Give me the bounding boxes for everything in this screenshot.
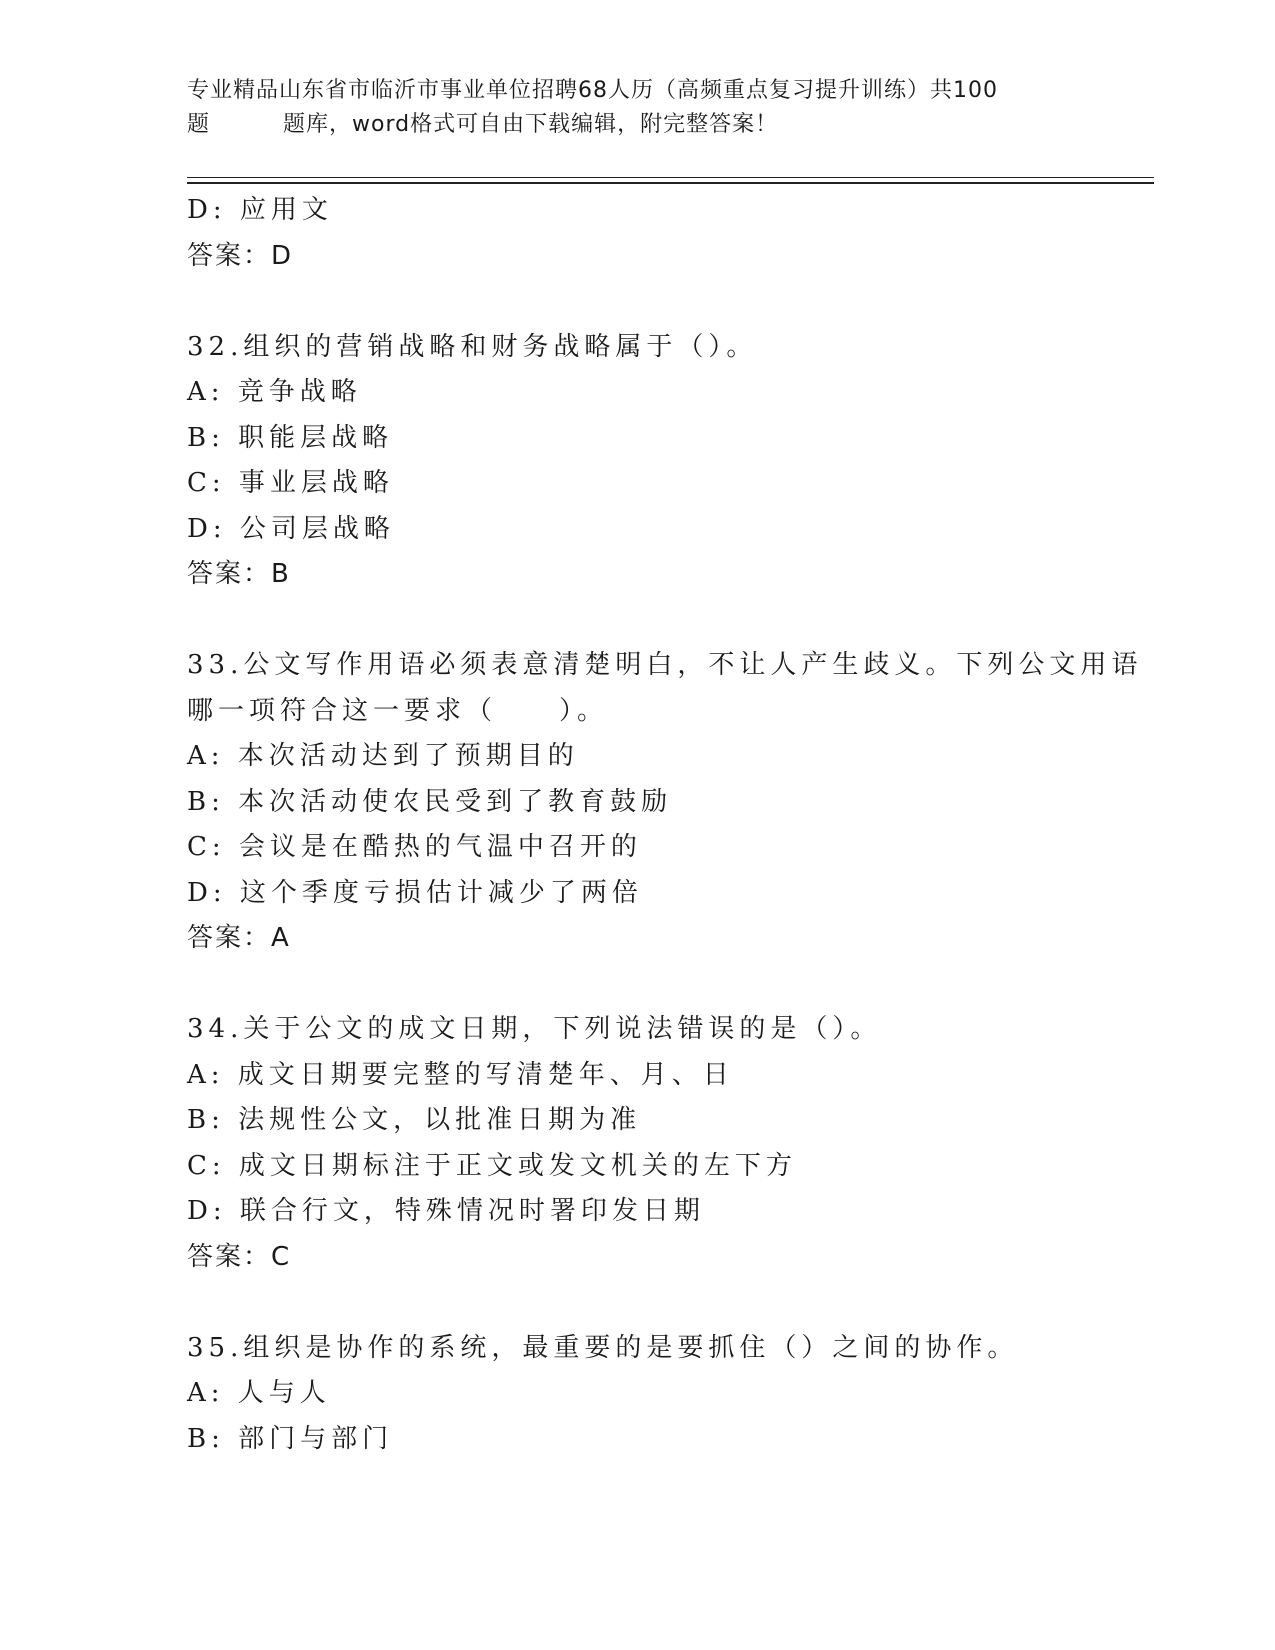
header-line-2	[187, 108, 1087, 142]
carryover-option-d: D: 应用文	[187, 195, 333, 225]
option-d: D: 公司层战略	[187, 513, 395, 544]
carryover-answer: 答案：D	[187, 240, 294, 271]
question-stem-line-2: 哪一项符合这一要求（ ）。	[187, 695, 609, 726]
question-35	[187, 1326, 1147, 1463]
option-b: B: 法规性公文，以批准日期为准	[187, 1105, 642, 1135]
option-c: C: 会议是在酷热的气温中召开的	[187, 832, 642, 862]
option-a: A: 竞争战略	[187, 377, 362, 407]
option-a: A: 人与人	[187, 1378, 331, 1408]
option-d: D: 联合行文，特殊情况时署印发日期	[187, 1196, 705, 1226]
option-d: D: 这个季度亏损估计减少了两倍	[187, 877, 643, 908]
page-header	[187, 74, 1087, 142]
header-line-1: 专业精品山东省市临沂市事业单位招聘68人历（高频重点复习提升训练）共100	[187, 78, 998, 103]
question-stem: 32.组织的营销战略和财务战略属于（）。	[187, 331, 758, 362]
question-34	[187, 1007, 1147, 1280]
option-c: C: 事业层战略	[187, 468, 394, 498]
option-b: B: 部门与部门	[187, 1423, 394, 1454]
spacer	[187, 962, 1147, 1008]
question-stem-line-1: 33.公文写作用语必须表意清楚明白，不让人产生歧义。下列公文用语	[187, 650, 1143, 680]
header-line-2-rest: 题库，word格式可自由下载编辑，附完整答案！	[283, 112, 779, 137]
question-32	[187, 325, 1147, 598]
answer: 答案：A	[187, 923, 291, 953]
spacer	[187, 279, 1147, 325]
question-stem: 34.关于公文的成文日期，下列说法错误的是（）。	[187, 1014, 882, 1044]
option-c: C: 成文日期标注于正文或发文机关的左下方	[187, 1150, 797, 1181]
question-33	[187, 643, 1147, 962]
header-rule-thin	[187, 177, 1154, 178]
answer: 答案：B	[187, 559, 291, 589]
document-body	[187, 188, 1147, 1462]
answer: 答案：C	[187, 1241, 292, 1272]
spacer	[187, 598, 1147, 644]
option-a: A: 本次活动达到了预期目的	[187, 741, 579, 771]
header-line-2-lead: 题	[187, 112, 211, 137]
header-rule-thick	[187, 182, 1154, 184]
option-a: A: 成文日期要完整的写清楚年、月、日	[187, 1059, 734, 1090]
option-b: B: 本次活动使农民受到了教育鼓励	[187, 786, 673, 817]
spacer	[187, 1280, 1147, 1326]
question-stem: 35.组织是协作的系统，最重要的是要抓住（）之间的协作。	[187, 1332, 1019, 1363]
option-b: B: 职能层战略	[187, 422, 394, 453]
